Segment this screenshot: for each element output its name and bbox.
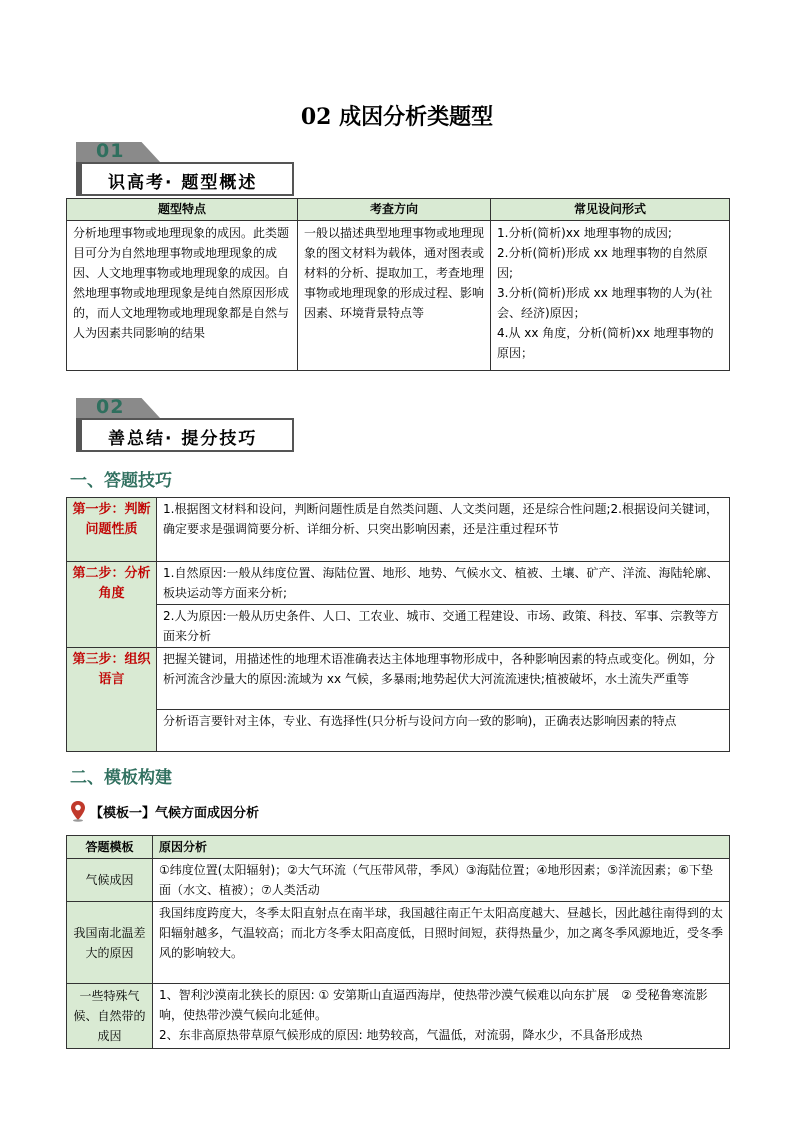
row-key: 我国南北温差大的原因 <box>67 902 153 984</box>
table-cell: 1.分析(简析)xx 地理事物的成因; 2.分析(简析)形成 xx 地理事物的自然原因; 3.分析(简析)形成 xx 地理事物的人为(社会、经济)原因； 4.从 xx 角度，分析(简析)xx 地理事物的原因； <box>491 221 730 371</box>
table-row <box>67 710 730 752</box>
row-value: 我国纬度跨度大，冬季太阳直射点在南半球，我国越往南正午太阳高度越大、昼越长，因此越往南得到的太阳辐射越多，气温较高；而北方冬季太阳高度低，日照时间短，获得热量少，加之离冬季风源地近，受冬季风的影响较大。 <box>153 902 730 984</box>
section-number: 02 <box>96 396 125 418</box>
step-content: 1.根据图文材料和设问，判断问题性质是自然类问题、人文类问题，还是综合性问题;2.根据设问关键词，确定要求是强调简要分析、详细分析、只突出影响因素，还是注重过程环节 <box>157 498 730 562</box>
steps-table <box>66 497 730 752</box>
banner-box <box>76 418 294 452</box>
step-label <box>67 562 157 648</box>
template-table <box>66 835 730 1049</box>
section-label: 识高考· 题型概述 <box>108 173 258 193</box>
table-header: 答题模板 <box>67 836 153 859</box>
table-header: 题型特点 <box>67 199 298 221</box>
table-row <box>67 836 730 859</box>
table-cell: 一般以描述典型地理事物或地理现象的图文材料为载体，通对图表或材料的分析、提取加工，考查地理事物或地理现象的形成过程、影响因素、环境背景特点等 <box>298 221 491 371</box>
table-row <box>67 498 730 562</box>
table-row <box>67 648 730 710</box>
overview-table <box>66 198 730 371</box>
table-row <box>67 984 730 1049</box>
step-content: 1.自然原因:一般从纬度位置、海陆位置、地形、地势、气候水文、植被、土壤、矿产、洋流、海陆轮廓、板块运动等方面来分析; <box>157 562 730 605</box>
step-label-text: 第三步：组织语言 <box>72 652 151 687</box>
table-header: 考查方向 <box>298 199 491 221</box>
location-pin-icon <box>70 800 86 822</box>
step-content: 把握关键词，用描述性的地理术语准确表达主体地理事物形成中，各种影响因素的特点或变化。例如，分析河流含沙量大的原因:流域为 xx 气候，多暴雨;地势起伏大河流流速快;植被破坏，水土流失严重等 <box>157 648 730 710</box>
table-row <box>67 562 730 605</box>
table-cell: 分析地理事物或地理现象的成因。此类题目可分为自然地理事物或地理现象的成因、人文地理事物或地理现象的成因。自然地理事物或地理现象是纯自然原因形成的，而人文地理物或地理现象都是自然与人为因素共同影响的结果 <box>67 221 298 371</box>
template-title <box>70 800 259 822</box>
document-title: 02 成因分析类题型 <box>300 104 494 130</box>
row-value: 1、智利沙漠南北狭长的原因: ① 安第斯山直逼西海岸，使热带沙漠气候难以向东扩展 ② 受秘鲁寒流影响，使热带沙漠气候向北延伸。 2、东非高原热带草原气候形成的原因: 地势较高，气温低，对流弱，降水少，不具备形成热 <box>153 984 730 1049</box>
heading-template-building: 二、模板构建 <box>70 768 172 788</box>
section-banner-skills <box>76 398 296 454</box>
step-label-text: 第二步：分析角度 <box>72 566 151 601</box>
section-banner-overview <box>76 142 296 198</box>
step-label <box>67 648 157 752</box>
table-row <box>67 902 730 984</box>
section-number: 01 <box>96 140 125 162</box>
template-title-text: 【模板一】气候方面成因分析 <box>90 805 260 821</box>
table-row <box>67 859 730 902</box>
row-value: ①纬度位置(太阳辐射)；②大气环流（气压带风带，季风）③海陆位置；④地形因素；⑤洋流因素；⑥下垫面（水文、植被）；⑦人类活动 <box>153 859 730 902</box>
step-label <box>67 498 157 562</box>
row-key: 气候成因 <box>67 859 153 902</box>
table-header: 常见设问形式 <box>491 199 730 221</box>
table-row <box>67 605 730 648</box>
table-header: 原因分析 <box>153 836 730 859</box>
heading-answer-skills: 一、答题技巧 <box>70 471 172 491</box>
row-key: 一些特殊气候、自然带的成因 <box>67 984 153 1049</box>
step-label-text: 第一步：判断问题性质 <box>72 502 151 537</box>
step-content: 2.人为原因:一般从历史条件、人口、工农业、城市、交通工程建设、市场、政策、科技、军事、宗教等方面来分析 <box>157 605 730 648</box>
step-content: 分析语言要针对主体，专业、有选择性(只分析与设问方向一致的影响)，正确表达影响因素的特点 <box>157 710 730 752</box>
banner-box <box>76 162 294 196</box>
section-label: 善总结· 提分技巧 <box>108 429 258 449</box>
